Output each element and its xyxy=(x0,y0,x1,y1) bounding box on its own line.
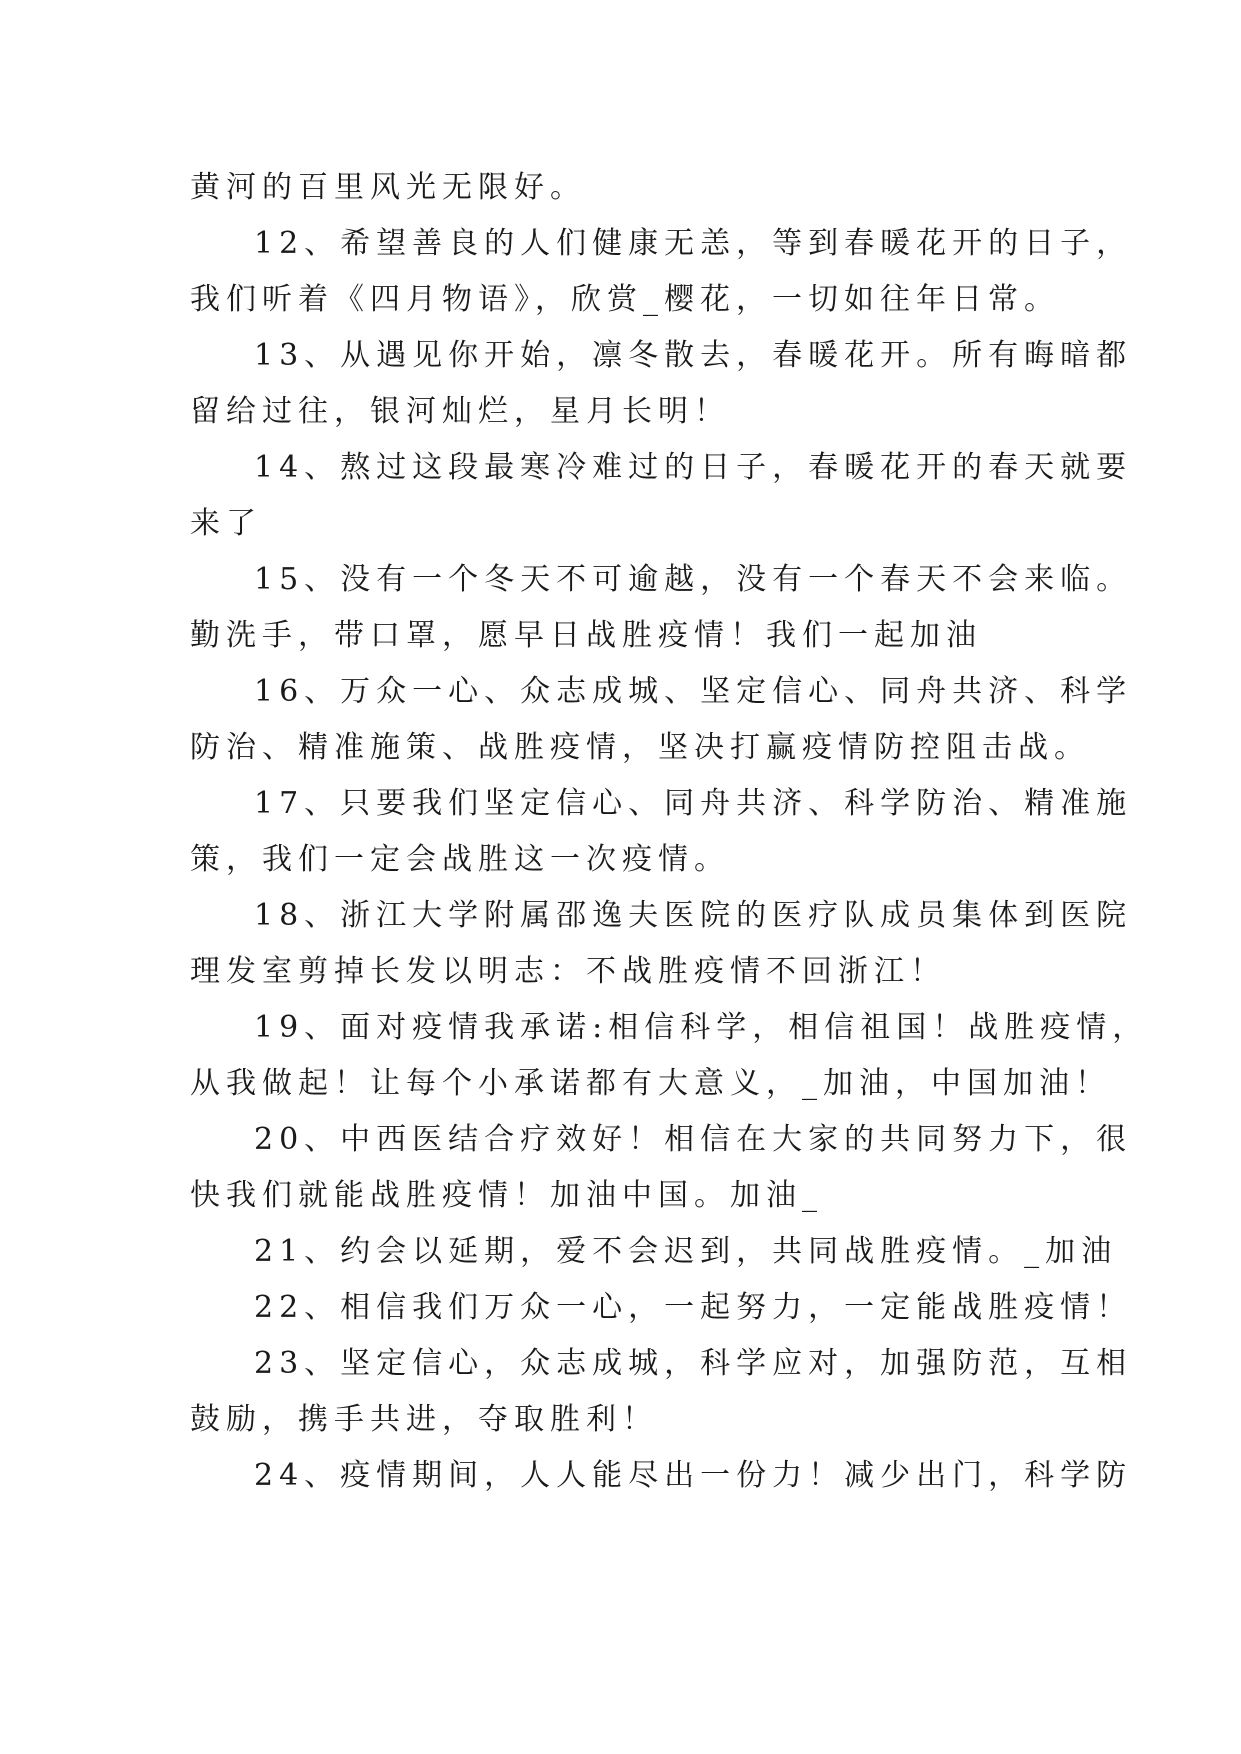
paragraph-item-13 xyxy=(190,328,1133,440)
paragraph-item-18 xyxy=(190,888,1133,1000)
text-line: 14、熬过这段最寒冷难过的日子，春暖花开的春天就要 xyxy=(254,450,1133,485)
paragraph-item-23 xyxy=(190,1336,1133,1448)
text-line: 16、万众一心、众志成城、坚定信心、同舟共济、科学 xyxy=(254,674,1133,709)
paragraph xyxy=(190,160,1080,216)
text-line: 从我做起！让每个小承诺都有大意义，_加油，中国加油！ xyxy=(190,1066,1111,1101)
text-line: 24、疫情期间，人人能尽出一份力！减少出门，科学防 xyxy=(254,1458,1133,1493)
text-line: 勤洗手，带口罩，愿早日战胜疫情！我们一起加油 xyxy=(190,618,982,653)
text-line: 快我们就能战胜疫情！加油中国。加油_ xyxy=(190,1178,823,1213)
text-line: 15、没有一个冬天不可逾越，没有一个春天不会来临。 xyxy=(254,562,1133,597)
text-line: 22、相信我们万众一心，一起努力，一定能战胜疫情！ xyxy=(254,1290,1133,1325)
text-line: 20、中西医结合疗效好！相信在大家的共同努力下，很 xyxy=(254,1122,1133,1157)
paragraph-item-17 xyxy=(190,776,1133,888)
text-line: 23、坚定信心，众志成城，科学应对，加强防范，互相 xyxy=(254,1346,1133,1381)
text-line: 留给过往，银河灿烂，星月长明！ xyxy=(190,394,730,429)
paragraph-item-19 xyxy=(190,1000,1149,1112)
text-line: 防治、精准施策、战胜疫情，坚决打赢疫情防控阻击战。 xyxy=(190,730,1090,765)
paragraph-item-21 xyxy=(190,1224,1118,1280)
text-line: 来了 xyxy=(190,506,262,541)
paragraph-item-22 xyxy=(190,1280,1133,1336)
text-line: 13、从遇见你开始，凛冬散去，春暖花开。所有晦暗都 xyxy=(254,338,1133,373)
text-line: 理发室剪掉长发以明志：不战胜疫情不回浙江！ xyxy=(190,954,946,989)
text-line: 鼓励，携手共进，夺取胜利！ xyxy=(190,1402,658,1437)
paragraph-item-16 xyxy=(190,664,1133,776)
text-line: 策，我们一定会战胜这一次疫情。 xyxy=(190,842,730,877)
text-line: 黄河的百里风光无限好。 xyxy=(190,170,586,205)
text-line: 17、只要我们坚定信心、同舟共济、科学防治、精准施 xyxy=(254,786,1133,821)
paragraph-item-14 xyxy=(190,440,1133,552)
text-line: 19、面对疫情我承诺:相信科学，相信祖国！战胜疫情， xyxy=(254,1010,1149,1045)
text-line: 我们听着《四月物语》，欣赏_樱花，一切如往年日常。 xyxy=(190,282,1060,317)
document-body xyxy=(190,160,1149,1504)
text-line: 18、浙江大学附属邵逸夫医院的医疗队成员集体到医院 xyxy=(254,898,1133,933)
paragraph-item-24 xyxy=(190,1448,1133,1504)
text-line: 21、约会以延期，爱不会迟到，共同战胜疫情。_加油 xyxy=(254,1234,1118,1269)
paragraph-item-12 xyxy=(190,216,1133,328)
paragraph-item-15 xyxy=(190,552,1133,664)
paragraph-item-20 xyxy=(190,1112,1133,1224)
text-line: 12、希望善良的人们健康无恙，等到春暖花开的日子， xyxy=(254,226,1133,261)
